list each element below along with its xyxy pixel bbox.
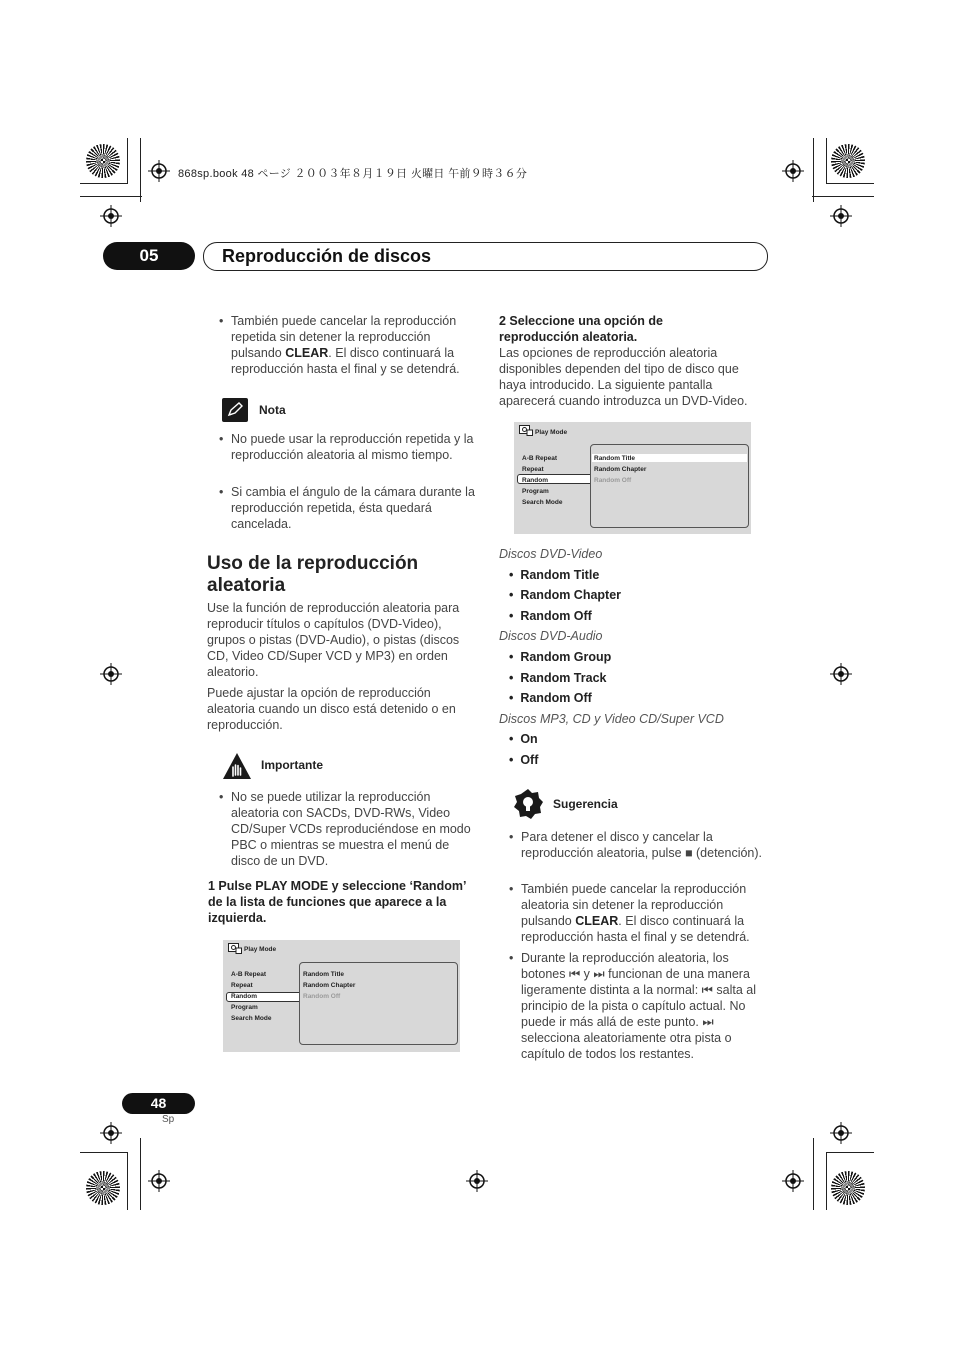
option-item: • Random Title bbox=[509, 568, 600, 582]
step-1: 1 Pulse PLAY MODE y seleccione ‘Random’ de la lista de funciones que aparece a la izquierda. bbox=[208, 879, 466, 925]
play-mode-icon bbox=[519, 425, 533, 436]
option-item: • Random Track bbox=[509, 671, 607, 685]
menu-item[interactable]: A-B Repeat bbox=[231, 971, 267, 978]
submenu-item[interactable]: Random Off bbox=[594, 477, 632, 484]
screen-header: Play Mode bbox=[535, 429, 568, 436]
menu-list bbox=[231, 969, 271, 1024]
play-mode-screen bbox=[223, 940, 460, 1052]
page-number: 48 bbox=[122, 1093, 195, 1114]
option-item: • Off bbox=[509, 753, 539, 767]
chapter-title: Reproducción de discos bbox=[203, 242, 768, 271]
menu-item[interactable]: A-B Repeat bbox=[522, 455, 558, 462]
tip-label: Sugerencia bbox=[553, 797, 618, 811]
crosshair-icon bbox=[830, 205, 852, 227]
crosshair-icon bbox=[830, 663, 852, 685]
option-item: • Random Group bbox=[509, 650, 612, 664]
submenu-item[interactable]: Random Off bbox=[303, 993, 341, 1000]
submenu-item[interactable]: Random Title bbox=[303, 971, 345, 978]
disc-group-label: Discos DVD-Video bbox=[499, 547, 603, 561]
crosshair-icon bbox=[100, 1122, 122, 1144]
paragraph: Puede ajustar la opción de reproducción aleatoria cuando un disco está detenido o en reproducción. bbox=[207, 686, 456, 732]
registration-starburst-icon bbox=[86, 1171, 120, 1205]
menu-item[interactable]: Search Mode bbox=[522, 499, 563, 506]
step-2: 2 Seleccione una opción de reproducción aleatoria. bbox=[499, 314, 663, 344]
submenu-item[interactable]: Random Chapter bbox=[303, 982, 356, 989]
crosshair-icon bbox=[148, 160, 170, 182]
menu-item[interactable]: Random bbox=[522, 477, 548, 484]
submenu-list bbox=[594, 453, 646, 486]
note-label: Nota bbox=[259, 403, 286, 417]
print-meta: 868sp.book 48 ページ ２００３年８月１９日 火曜日 午前９時３６分 bbox=[178, 168, 528, 180]
menu-item[interactable]: Random bbox=[231, 993, 257, 1000]
warning-hand-icon bbox=[222, 752, 252, 780]
crosshair-icon bbox=[830, 1122, 852, 1144]
menu-list bbox=[522, 453, 562, 508]
tip-lightbulb-icon bbox=[513, 789, 543, 819]
chapter-number: 05 bbox=[103, 242, 195, 270]
crosshair-icon bbox=[782, 160, 804, 182]
menu-item[interactable]: Program bbox=[522, 488, 549, 495]
submenu-item[interactable]: Random Chapter bbox=[594, 466, 647, 473]
menu-item[interactable]: Repeat bbox=[231, 982, 253, 989]
option-item: • Random Off bbox=[509, 691, 592, 705]
registration-starburst-icon bbox=[831, 1171, 865, 1205]
crosshair-icon bbox=[100, 205, 122, 227]
option-item: • On bbox=[509, 732, 538, 746]
screen-header: Play Mode bbox=[244, 946, 277, 953]
disc-group-label: Discos DVD-Audio bbox=[499, 629, 603, 643]
menu-item[interactable]: Repeat bbox=[522, 466, 544, 473]
menu-item[interactable]: Search Mode bbox=[231, 1015, 272, 1022]
play-mode-screen bbox=[514, 422, 751, 534]
note-pencil-icon bbox=[222, 398, 248, 422]
menu-item[interactable]: Program bbox=[231, 1004, 258, 1011]
paragraph: Las opciones de reproducción aleatoria disponibles dependen del tipo de disco que haya introducido. La siguiente pantalla aparecerá cuando introduzca un DVD-Video. bbox=[499, 346, 748, 408]
crosshair-icon bbox=[466, 1170, 488, 1192]
section-title: Uso de la reproducción aleatoria bbox=[207, 553, 419, 596]
language-code: Sp bbox=[162, 1114, 175, 1125]
submenu-item[interactable]: Random Title bbox=[594, 455, 636, 462]
registration-starburst-icon bbox=[831, 144, 865, 178]
submenu-list bbox=[303, 969, 355, 1002]
play-mode-icon bbox=[228, 943, 242, 954]
disc-group-label: Discos MP3, CD y Video CD/Super VCD bbox=[499, 712, 724, 726]
paragraph: Use la función de reproducción aleatoria para reproducir títulos o capítulos (DVD-Video), grupos o pistas (DVD-Audio), o pistas (discos CD, Video CD/Super VCD y MP3) en orden aleatorio. bbox=[207, 601, 460, 679]
option-item: • Random Chapter bbox=[509, 588, 622, 602]
registration-starburst-icon bbox=[86, 144, 120, 178]
crosshair-icon bbox=[782, 1170, 804, 1192]
important-label: Importante bbox=[261, 758, 324, 772]
crosshair-icon bbox=[148, 1170, 170, 1192]
crosshair-icon bbox=[100, 663, 122, 685]
option-item: • Random Off bbox=[509, 609, 592, 623]
